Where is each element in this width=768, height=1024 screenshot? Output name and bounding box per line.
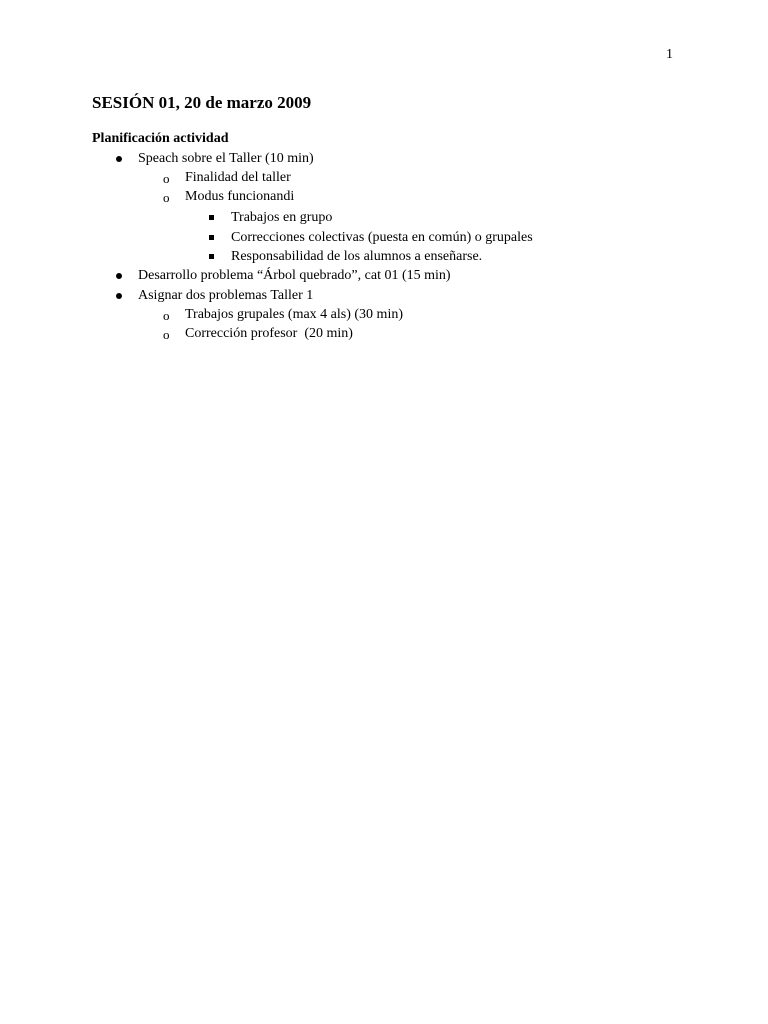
list-item-level1 bbox=[0, 286, 768, 305]
page-number: 1 bbox=[666, 47, 673, 62]
list-item-text: Correcciones colectivas (puesta en común) o grupales bbox=[231, 230, 533, 245]
list-item-level2 bbox=[0, 168, 768, 187]
list-item-level2 bbox=[0, 187, 768, 206]
list-item-level3 bbox=[0, 247, 768, 266]
circle-bullet-icon: o bbox=[163, 171, 170, 186]
list-item-text: Finalidad del taller bbox=[185, 170, 291, 185]
bullet-dot-icon bbox=[116, 273, 122, 279]
list-item-level2 bbox=[0, 305, 768, 324]
list-item-level1 bbox=[0, 149, 768, 168]
list-item-level3 bbox=[0, 208, 768, 227]
square-bullet-icon bbox=[209, 215, 214, 220]
list-item-text: Asignar dos problemas Taller 1 bbox=[138, 288, 314, 303]
section-heading: Planificación actividad bbox=[92, 131, 229, 146]
page-title: SESIÓN 01, 20 de marzo 2009 bbox=[92, 93, 312, 112]
circle-bullet-icon: o bbox=[163, 190, 170, 205]
list-item-text: Trabajos en grupo bbox=[231, 210, 333, 225]
list-item-level3 bbox=[0, 228, 768, 247]
list-item-text: Desarrollo problema “Árbol quebrado”, cat 01 (15 min) bbox=[138, 268, 451, 283]
list-item-text: Corrección profesor (20 min) bbox=[185, 326, 353, 341]
circle-bullet-icon: o bbox=[163, 308, 170, 323]
list-item-level1 bbox=[0, 266, 768, 285]
list-item-text: Trabajos grupales (max 4 als) (30 min) bbox=[185, 307, 403, 322]
square-bullet-icon bbox=[209, 254, 214, 259]
list-item-text: Modus funcionandi bbox=[185, 189, 295, 204]
bullet-dot-icon bbox=[116, 156, 122, 162]
bullet-dot-icon bbox=[116, 293, 122, 299]
circle-bullet-icon: o bbox=[163, 327, 170, 342]
square-bullet-icon bbox=[209, 235, 214, 240]
list-item-text: Speach sobre el Taller (10 min) bbox=[138, 151, 314, 166]
list-item-level2 bbox=[0, 324, 768, 343]
list-item-text: Responsabilidad de los alumnos a enseñarse. bbox=[231, 249, 483, 264]
